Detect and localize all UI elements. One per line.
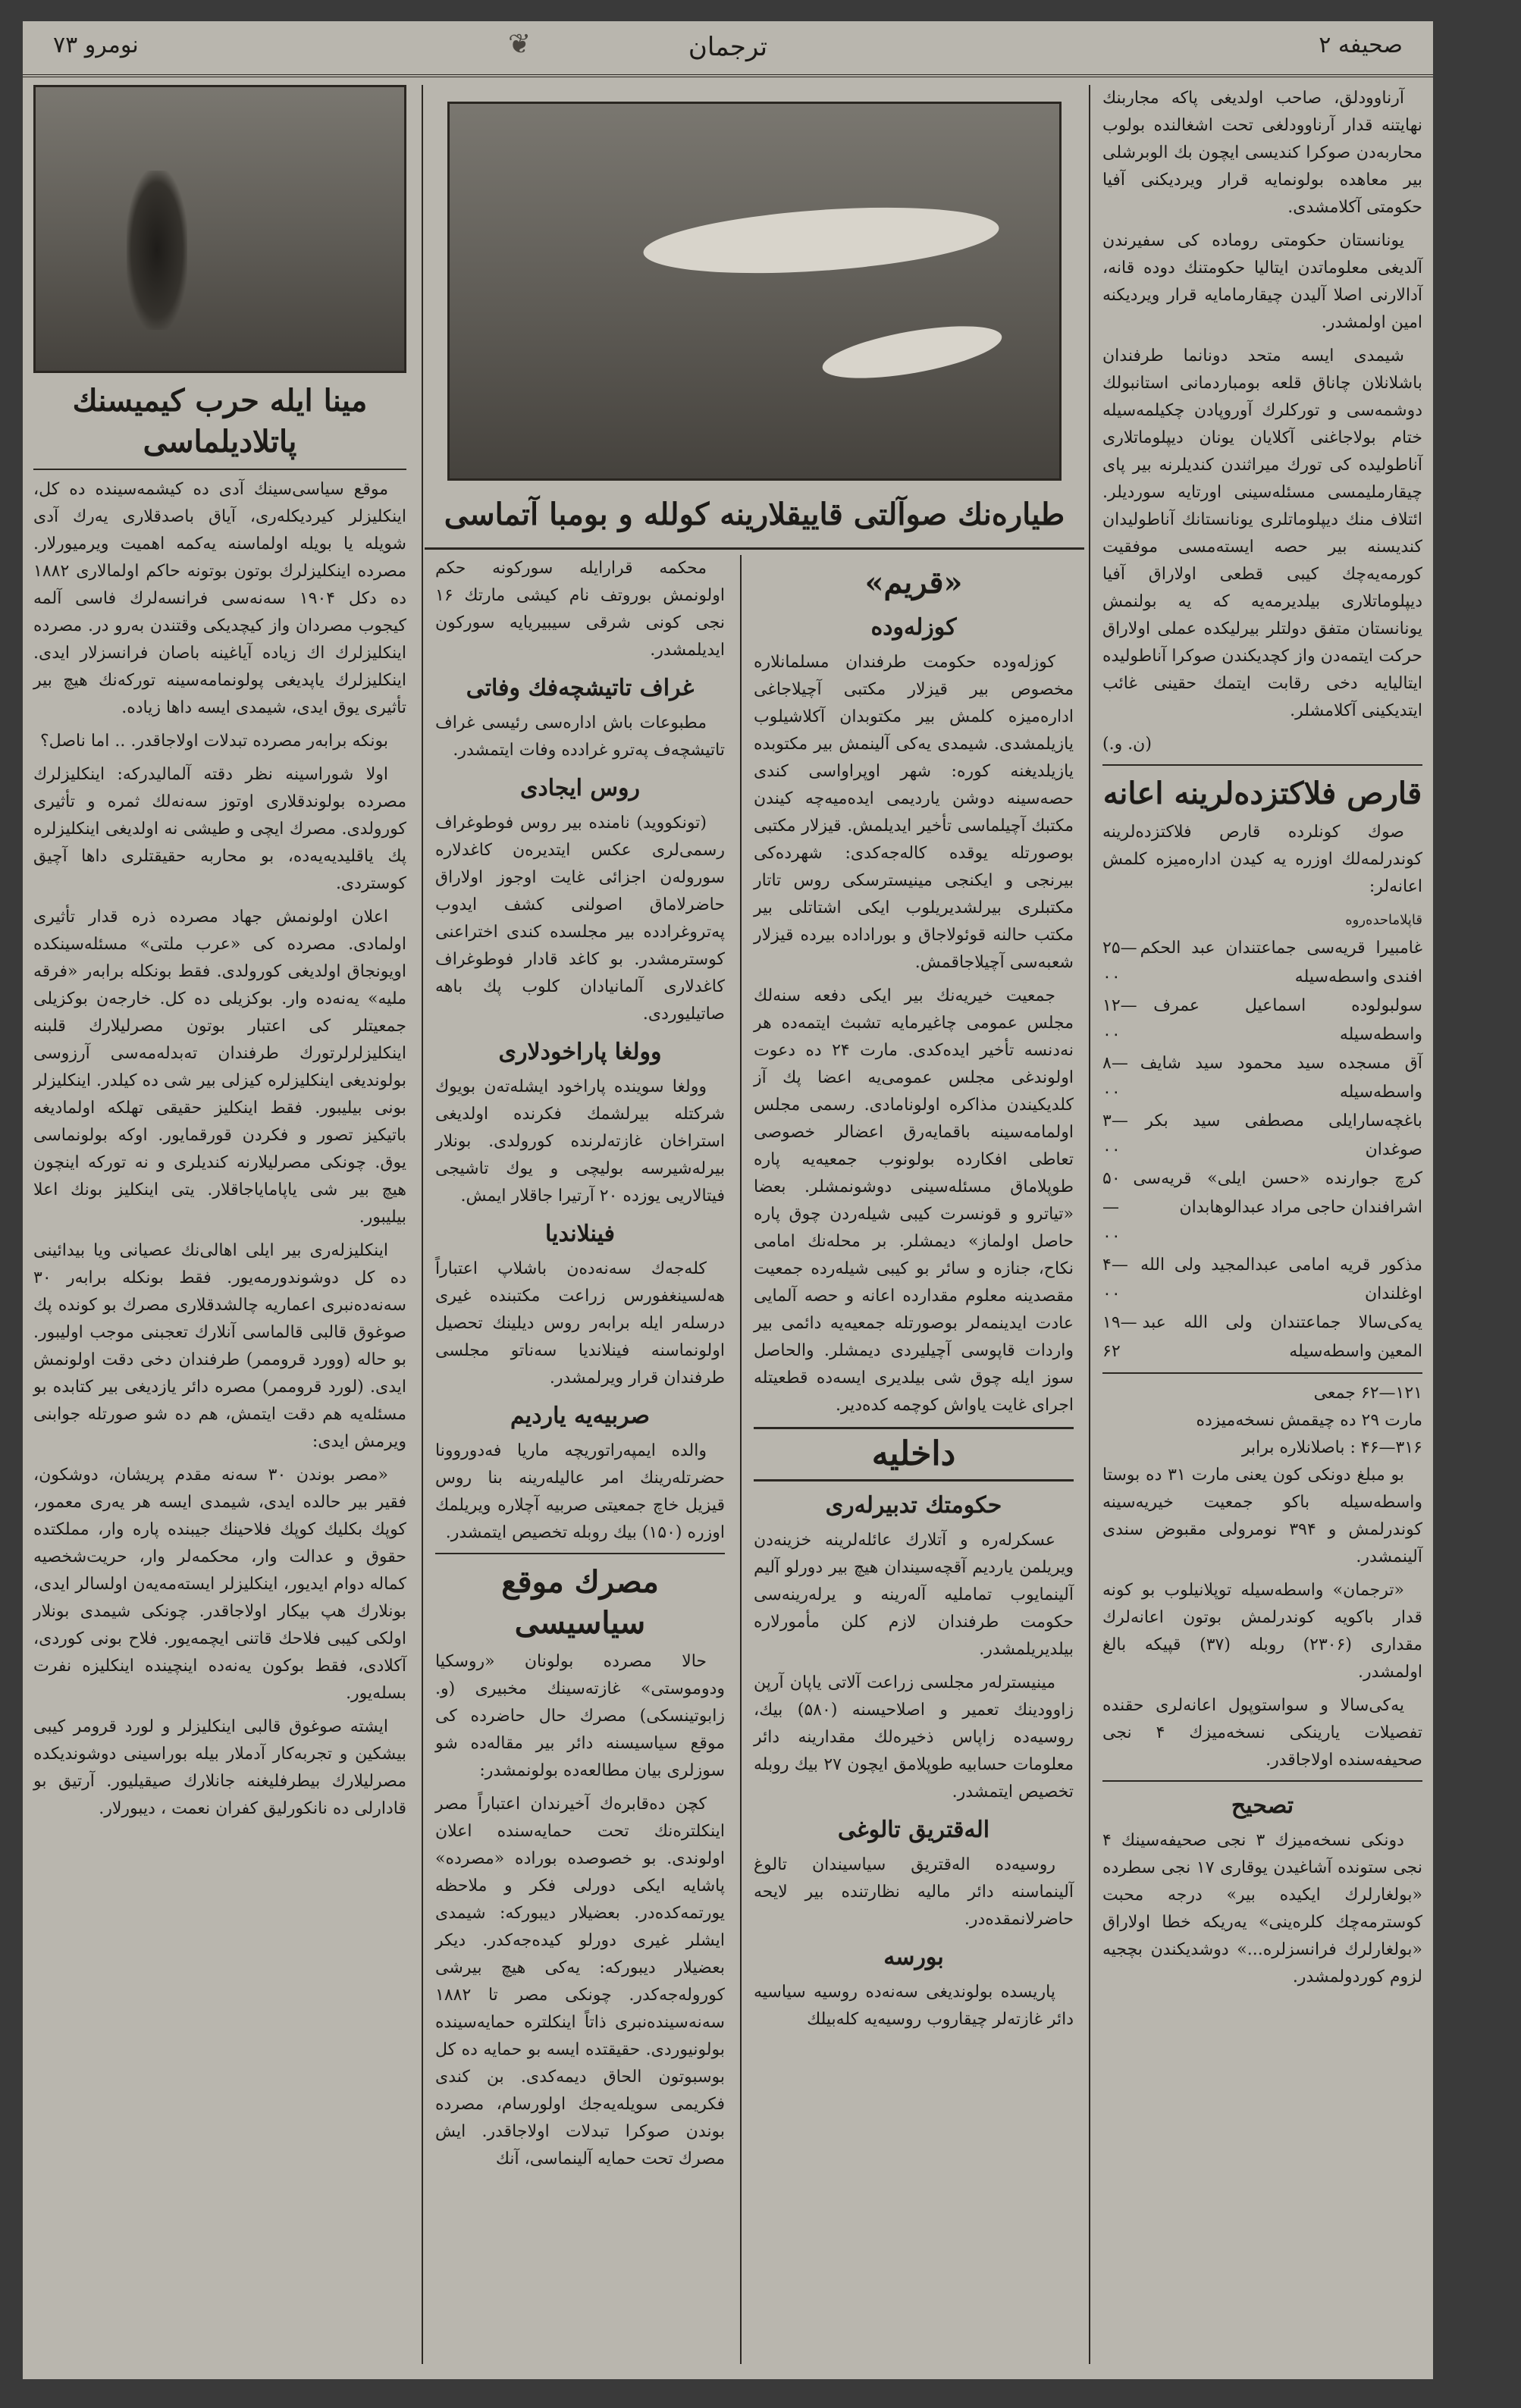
article-text: جمعیت خیریه‌نك بیر ایکی دفعه سنه‌لك مجلس عمومی چاغیرمایه تشبث ایتمەده هر نەدنسه تأخیر ایده‌کدی. مارت ۲۴ ده دعوت اولوندغی مجلس عمومی‌یه اعضا پك آز کلدیکیندن مذاکره اولونامادی. رسمی مجلس اولمامەسینه باقمایەرق اعضالر خصوصی تعاطی افکارده بولونوب جمعیه‌یه پاره طوپلاماق مسئله‌سینی دوشونمشلر. بعضا «تیاترو و قونسرت کیبی شیلەردن چوق پاره حاصل اولماز» دیمشلر. بر محلەنك امامی نکاح، جنازه و سائر بو کیبی شیلەرده جمعیت مقصدینه معلوم مقدارده اعانه و حصه آلمایی عادت ایدینمەلر بوصورتله جمعیه‌یه دائمی بیر واردات قاپوسی آچیلیردی دیمشلر. والحاصل سوز ایله چوق شی بیلدیری ایسه‌ده قطعیتله اجرای غایت یاواش کوچمه کده‌دیر. [754, 986, 1074, 1415]
article-text: (تونکووید) نامنده بیر روس فوطوغراف رسمی‌لری عکس ایتدیرەن کاغدلاره سورولەن اجزائی غایت اوجوز اولاراق حاضرلاماق اصولنی کشف ایدوب پەتروغرادده بیر مجلسده کندی اختراعنی کوسترمشدر. بو کاغد قادار فوطوغراف کاغدلاری آلمانیادان کلوب پك باهه صاتیلیوردی. [435, 814, 725, 1024]
photo-block [425, 85, 1084, 550]
article-text: اولا شوراسینه نظر دقته آلمالیدرکه: اینکلیزلرك مصرده بولوندقلاری اوتوز سەنه‌لك ثمره و تأثیری کورولدی. مصرك ایچی و طیشی نه اولدیغی اینکلیزلره پك یاقلیدیه‌یه‌ده، بو محاربه حقیقتلری داها آچیق کوستردی. [33, 765, 406, 893]
article-text: بونکه برابەر مصرده تبدلات اولاجاقدر. .. اما ناصل؟ [39, 732, 388, 751]
article-text: کچن دەقابرەك آخیرندان اعتباراً مصر اینکلتره‌نك تحت حمایه‌سنده اعلان اولوندی. بو خصوصده بوراده «مصرده» پاشایه ایکی دورلی فکر و ملاحظه یورتمه‌کده‌در. بعضیلار دیبورکه: شیمدی ایشلر غیری دورلو کیدەجه‌کدر. دیکر بعضیلار دیبورکه: یه‌کی هیچ بیرشی کوروله‌جه‌کدر. چونکی مصر تا ۱۸۸۲ سەنەسیندەنبری ذاتاً اینکلتره حمایه‌سینده بولونیوردی. حقیقتده ایسه بو حمایه ده کل بوسبوتون الحاق دیمه‌کدی. بن کندی فکریمی سویلەیه‌جك اولورسام، مصرده بوندن صوکرا تبدلات اولاجاقدر. ایش مصرك تحت حمایه آلینماسی، آنك [435, 1795, 725, 2168]
newspaper-page [23, 21, 1433, 2379]
photo-caption: مینا ایله حرب کیمیسنك پاتلادیلماسی [72, 383, 368, 459]
list-item: کرچ جوارنده «حسن ایلی» قریه‌سی اشرافندان حاجی مراد عبدالوهابدان ۵۰—۰۰ [1102, 1169, 1422, 1246]
article-title: غراف تاتیشچه‌فك وفاتی [466, 675, 695, 701]
article-text: روسیه‌ده الەقتریق سیاسیندان تالوغ آلینماسنه دائر مالیه نظارتنده بیر لایحه حاضرلانمقده‌در. [754, 1855, 1074, 1929]
article-text: والدە ایمپەراتوریچه ماریا فەدوروونا حضرتلەرینك امر عالیلەرینه بنا روس قیزیل خاچ جمعیتی صربیه آچلاره ویریلمك اوزره (۱۵۰) بیك روبله تخصیص ایتمشدر. [435, 1441, 725, 1542]
list-item: یه‌کی‌سالا جماعتندان ولی الله عبد المعین واسطه‌سیله ۱۹—۶۲ [1102, 1313, 1422, 1361]
article-text: ایشته صوغوق قالبی اینکلیزلر و لورد قرومر کیبی بیشکین و تجربه‌کار آدملار بیله بوراسینی دوشوندیکده مصرلیلارك بیطرفلیغنه جانلارك صیقیلیور. آرتیق بو قادارلی ده نانکورلیق کفران نعمت ، دیبورلار. [33, 1717, 406, 1818]
list-item: مذکور قریه امامی عبدالمجید ولی الله اوغلندان ۴—۰۰ [1102, 1256, 1422, 1303]
divider [1102, 1780, 1422, 1782]
correction-title: تصحیح [1231, 1792, 1294, 1819]
relief-sub: قاپلاماحدەروە [1345, 912, 1422, 928]
previous-note: مارت ۲۹ ده چیقمش نسخه‌میزده [1196, 1411, 1422, 1430]
airplane-photo [447, 102, 1062, 481]
signature: (ن. و.) [1102, 735, 1152, 754]
newspaper-title: ترجمان [688, 32, 768, 62]
article-title: صربیه‌یه یاردیم [510, 1403, 651, 1429]
article-text: «ترجمان» واسطه‌سیله توپلانیلوب بو کونه قدار باکویه کوندرلمش بوتون اعانه‌لرك مقداری (۲۳۰۶) روبله (۳۷) قپیکه بالغ اولمشدر. [1102, 1581, 1423, 1682]
section-title-crimea: «قریم» [864, 565, 963, 600]
article-title: حکومتك تدبیرلەری [825, 1492, 1002, 1519]
article-title: روس ایجادی [519, 775, 641, 801]
column-4 [23, 85, 417, 2364]
article-text: کوزله‌وده حکومت طرفندان مسلمانلاره مخصوص بیر قیزلار مکتبی آچیلاجاغی ادارەمیزه کلمش بیر مکتوبدان آکلاشیلوب یازیلمشدی. شیمدی یه‌کی آلینمش بیر مکتوبده یازیلدیغنه کوره: شهر اوپراواسی کندی حصه‌سینه دوشن یاردیمی ایده‌میه‌چه کیندن مکتبك آچیلماسی تأخیر ایدیلمش. قیزلار مکتبی بوصورتله یوقده کالەجه‌کدی: شهرده‌کی بیرنجی و ایکنجی مینیسترسکی روس تاتار مکتبلری بیرلشدیریلوب ایکی اشتاتلی بیر مکتب حالنه قوئولاجاق و بوراداده بیرده قیزلار شعبه‌سی آچیلاجاقمش. [754, 653, 1074, 972]
article-text: «مصر بوندن ۳۰ سەنه مقدم پریشان، دوشکون، فقیر بیر حالده ایدی، شیمدی ایسه هر یەری معمور، کوپك بکلیك کوپك فلاحینك جیبنده پاره وار، مملکتده حقوق و عدالت وار، محکمه‌لر وار، حریت‌شخصیه کماله دوام ایدیور، اینکلیزلر ایسته‌مەیەن اولسالر ایدی، بونلارك هپ بیکار اولاجاقدر. چونکی شیمدی بونلار اولکی کیبی فلاحك قاتنی ایچمەیور. فلاح بونی کوردی، آکلادی، فقط بوکون یه‌نه‌ده اینچینده اینکلیزه نفرت بسله‌یور. [33, 1466, 406, 1703]
article-title: فینلاندیا [545, 1221, 615, 1247]
page-number: صحیفه ۲ [1319, 32, 1403, 58]
article-text: بو مبلغ دونکی کون یعنی مارت ۳۱ ده بوستا واسطه‌سیله باکو جمعیت خیریه‌سینه کوندرلمش و ۳۹۴ نومرولی مقبوض سندی آلینمشدر. [1102, 1466, 1422, 1566]
donation-total: ۱۲۱—۶۲ جمعی [1313, 1384, 1422, 1403]
article-text: حالا مصرده بولونان «روسکیا ودوموستی» غازته‌سینك مخبیری (و. زابوتینسکی) مصرك حال حاضرده کی موقع سیاسیسنه دائر بیر مقاله‌ده شو سوزلری بیان مطالعه‌ده بولونمشدر: [435, 1652, 725, 1780]
article-text: وولغا سوینده پاراخود ایشلەتەن بویوك شرکتله بیرلشمك فکرنده اولدیغی استراخان غازته‌لرنده کورولدی. بونلار بیرلەشیرسه بولیچی و یوك تاشیجی فیتالاریی یوزده ۲۰ آرتیرا جاقلار ایمش. [435, 1077, 725, 1206]
column-2 [743, 555, 1084, 2364]
article-text: پاریسده بولوندیغی سەنەده روسیه سیاسیه دائر غازته‌لر چیقاروب روسیه‌یه کلەبیلك [754, 1983, 1074, 2029]
article-text: یونانستان حکومتی رومادە کی سفیرندن آلدیغی معلوماتدن ایتالیا حکومتنك دوده قانه، آدالارنی اصلا آلیدن چیقارمامایه قرار ویردیکنه امین اولمشدر. [1102, 231, 1422, 332]
article-title-egypt: مصرك موقع سیاسیسی [501, 1564, 659, 1641]
explosion-photo [33, 85, 406, 373]
ornament-icon: ❦ [508, 29, 532, 60]
column-3 [425, 555, 735, 2364]
article-text: کلەجەك سەنەدەن باشلاپ اعتباراً هەلسینغفورس زراعت مکتبنده غیری درسلەر ایله برابەر روس دیلینك تحصیل اولونماسنه فینلاندیا سەناتو مجلسی طرفندان قرار ویرلمشدر. [435, 1259, 725, 1387]
divider [1102, 1372, 1422, 1374]
article-text: شیمدی ایسه متحد دونانما طرفندان باشلانلان چاناق قلعه بومباردمانی استانبولك دوشمه‌سی و تورکلرك آوروپادن چکیلمه‌سیله ختام بولاجاغنی آکلایان یونان دیپلوماتلاری آناطولیده کی تورك میراثندن کندیلرنه بیر پای چیقارملیمسی مسئله‌سینی اورتایه سوردیلر. ائتلاف منك دیپلوماتلری یونانستانك آناطولیدان کندیسنه بیر حصه ایسته‌مسی موفقیت کورمه‌یه‌چك کیبی قطعی اولاراق آفیا دیپلوماتلاری بیلدیرمه‌یه که یه بولنمش یونانستان متفق دولتلر بیرلیکده عملی اولاراق حرکت ایتمه‌دن واز کچدیکندن صوکرا آناطولیده ایتالیایه دخی رقابت ایتمك حقینی غائب ایتدیکینی آکلامشلر. [1102, 346, 1422, 720]
list-item: سولبولوده اسماعیل عمرف واسطه‌سیله ۱۲—۰۰ [1102, 996, 1422, 1044]
article-text: آرناوودلق، صاحب اولدیغی پاکه مجاربنك نهایتنه قدار آرناوودلغی تحت اشغالنده بولوب محاربه‌دن صوکرا کندیسی ایچون بك الوبرشلی بیر معاهده بولونمایه قرار ویردیکنی آفیا حکومتی آکلامشدی. [1102, 89, 1422, 217]
divider [435, 1553, 725, 1554]
photo-caption: طیاره‌نك صوآلتی قاییقلارینه کولله و بومبا آتماسی [444, 497, 1065, 532]
donation-list [1102, 934, 1422, 1366]
section-title-domestic: داخلیه [754, 1427, 1074, 1481]
list-item: آق مسجده سید محمود سید شایف واسطه‌سیله ۸—۰۰ [1102, 1054, 1422, 1102]
relief-intro: صوك کونلرده قارص فلاکتزده‌لرینه کوندرلمەلك اوزره یه کیدن ادارەمیزه کلمش اعانه‌لر: [1102, 823, 1422, 896]
airplane-wing-icon [641, 198, 1001, 284]
column-rule [1089, 85, 1090, 2364]
column-rule [740, 555, 742, 2364]
divider [33, 469, 406, 470]
article-title: کوزله‌وده [870, 614, 957, 641]
column-rule [422, 85, 423, 2364]
column-1 [1092, 85, 1433, 2364]
article-text: موقع سیاسی‌سینك آدی ده کیشمه‌سینده ده کل، اینکلیزلر کیردیکلەری، آیاق باصدقلاری یەرك آدی شویله یا بویله اولماسنه یه‌کمه اهمیت ویرمیورلار. مصرده اینکلیزلرك بوتون بوتونه حاکم اولمالاری ۱۸۸۲ ده دکل ۱۹۰۴ سەنەسی فرانسەلرك فاسی آلمه کیجوب مصردان واز کیچدیکی وقتندن بەرو در. مصرده اینکلیزلرك اك زیاده آیاغینه باصان فرانسزلار ایدی. اینکلیزلرك یاپدیغی پولونمامه‌سینه تورکه‌نك هیچ بیر تأثیری یوق ایدی، شیمدی ایسه داها زیاده. [33, 480, 406, 717]
relief-title: قارص فلاکتزده‌لرینه اعانه [1102, 776, 1422, 811]
list-item: باغچه‌سارایلی مصطفی سید بکر صوغدان ۳—۰۰ [1102, 1112, 1422, 1159]
article-text: محکمه قرارایله سورکونه حکم اولونمش بوروتف نام کیشی مارتك ۱۶ نجی کونی شرقی سیبیریایه سورکون ایدیلمشدر. [435, 559, 725, 660]
airplane-tail-icon [819, 316, 1005, 389]
article-text: اینکلیزلەری بیر ایلی اهالی‌نك عصیانی ویا بیدائینی ده کل دوشوندورمەیور. فقط بونکله برابەر ۳۰ سەنەده‌نبری اعماریه چالشدقلاری مصرك بو کونده پك صوغوق قالبی قالماسی آنلارك تعجبنی موجب اولیبور. بو حاله (وورد قروممر) طرفندان دخی دقت اولونمش ایدی. (لورد قروممر) مصره دائر یازدیغی بیر کتابده بو مسئله‌یه هم دقت ایتمش، هم ده شو صورتله جوابنی ویرمش ایدی: [33, 1241, 406, 1451]
article-text: دونکی نسخه‌میزك ۳ نجی صحیفه‌سینك ۴ نجی ستونده آشاغیدن یوقاری ۱۷ نجی سطرده «بولغارلرك ایکیده بیر» درجه محبت کوسترمه‌چك کلره‌ینی» یه‌ریکه خطا اولاراق «بولغارلرك فرانسزلره...» دوشدیکندن بچجیه لزوم کوردولمشدر. [1102, 1831, 1422, 1986]
divider [1102, 764, 1422, 766]
article-text: مینیسترلەر مجلسی زراعت آلاتی یاپان آرپن زاوودینك تعمیر و اصلاحیسنه (۵۸۰) بیك، روسیه‌ده زاپاس ذخیره‌لك مقدارینه دائر معلومات حسابیه طوپلامق ایچون ۲۷ بیك روبله تخصیص ایتمشدر. [754, 1673, 1074, 1801]
issue-number: نومرو ۷۳ [53, 32, 139, 58]
page-header [23, 21, 1433, 77]
article-text: اعلان اولونمش جهاد مصرده ذره قدار تأثیری اولمادی. مصرده کی «عرب ملتی» مسئله‌سینکده اویونجاق اولدیغی کورولدی. فقط بونکله برابەر «فرقه ملیه» یەنه‌ده وار. بوکزیلی ده کل. خارجەن بوکزیلی جمعیتلر کی اعتبار بوتون مصرلیلارك قلبنه اینکلیزلرلرتورك طرفندان تەبدلەمه‌سی آرزوسی بولوندیغی اینکلیزلره کیزلی بیر شی ده کیلدر. اینکلیزلر بونی بیلیبور. فقط اینکلیز حقیقی تهلکه اولمادیغه باتیکیز تصور و فکردن قورقمایور. اوکه بولونماسی یوق. چونکی مصرلیلارنه کندیلری و نه تورکه اینچون هیچ بیر شی یاپامایاجاقلار. یتی اینکلیز بونك اعلا بیلیبور. [33, 908, 406, 1227]
article-text: یه‌کی‌سالا و سواستوپول اعانه‌لری حقنده تفصیلات یارینکی نسخه‌میزك ۴ نجی صحیفه‌سنده اولاجاقدر. [1102, 1696, 1422, 1770]
article-title: بورسه [883, 1944, 944, 1971]
previous-total: ۳۱۶—۴۶ : باصلانلاره برابر [1241, 1438, 1422, 1457]
article-text: عسکرلەره و آتلارك عائله‌لرینه خزینه‌دن ویریلمن یاردیم آقچه‌سیندان هیچ بیر دورلو آلیم آلینمایوب تماملیه آلەرینه و یرلەرینه‌سی حکومت طرفندان لازم کلن مأمورلاره بیلدیریلمشدر. [754, 1531, 1074, 1659]
article-title: وولغا پاراخودلاری [498, 1039, 662, 1065]
list-item: غامبیرا قریه‌سی جماعتندان عبد الحکم افندی واسطه‌سیله ۲۵—۰۰ [1102, 939, 1422, 986]
article-title: الەقتریق تالوغی [837, 1817, 990, 1843]
explosion-smoke-icon [127, 171, 187, 330]
article-text: مطبوعات باش ادارەسی رئیسی غراف تاتیشچه‌ف پەترو غرادده وفات ایتمشدر. [435, 713, 725, 760]
